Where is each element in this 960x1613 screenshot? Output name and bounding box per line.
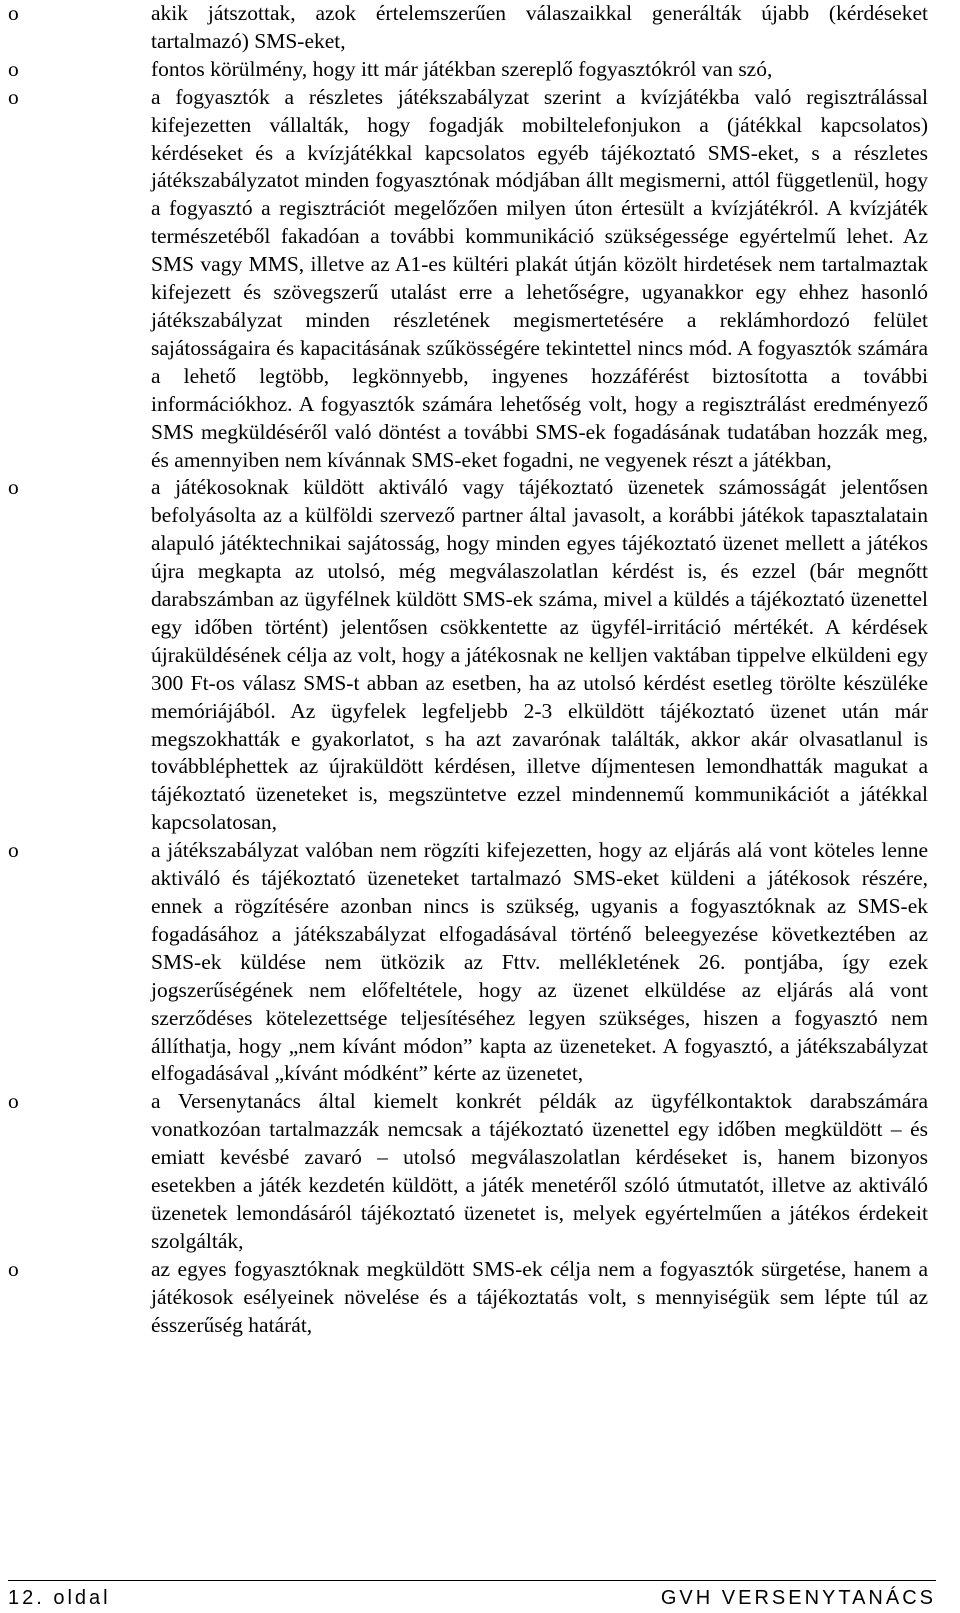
list-item (0, 56, 960, 84)
list-item (0, 1088, 960, 1255)
list-item (0, 837, 960, 1088)
page-number: 12. oldal (8, 1587, 111, 1609)
list-item (0, 0, 960, 56)
bullet-marker: o (8, 56, 19, 81)
list-item-text: az egyes fogyasztóknak megküldött SMS-ek célja nem a fogyasztók sürgetése, hanem a játékosok esélyeinek növelése és a tájékoztatás volt, s mennyiségük sem lépte túl az ésszerűség határát, (151, 1256, 928, 1337)
list-item-text: a fogyasztók a részletes játékszabályzat szerint a kvízjátékba való regisztrálással kifejezetten vállalták, hogy fogadják mobiltelefonjukon a (játékkal kapcsolatos) kérdéseket és a kvízjátékkal kapcsolatos egyéb tájékoztató SMS-eket, s a részletes játékszabályzatot minden fogyasztónak módjában állt megismerni, attól függetlenül, hogy a fogyasztó a regisztrációt megelőzően milyen úton értesült a kvízjátékról. A kvízjáték természetéből fakadóan a további kommunikáció szükségessége egyértelmű lehet. Az SMS vagy MMS, illetve az A1-es kültéri plakát útján közölt hirdetések nem tartalmaztak kifejezett és szövegszerű utalást erre a lehetőségre, ugyanakkor egy ehhez hasonló játékszabályzat minden részletének megismertetésére a reklámhordozó felület sajátosságaira és kapacitásának szűkösségére tekintettel nincs mód. A fogyasztók számára a lehető legtöbb, legkönnyebb, ingyenes hozzáférést biztosította a további információkhoz. A fogyasztók számára lehetőség volt, hogy a regisztrálást eredményező SMS megküldéséről való döntést a további SMS-ek fogadásának tudatában hozzák meg, és amennyiben nem kívánnak SMS-eket fogadni, ne vegyenek részt a játékban, (151, 84, 928, 472)
list-item-text: a játékszabályzat valóban nem rögzíti kifejezetten, hogy az eljárás alá vont köteles lenne aktiváló és tájékoztató üzeneteket tartalmazó SMS-eket küldeni a játékosok részére, ennek a rögzítésére azonban nincs is szükség, ugyanis a fogyasztóknak az SMS-ek fogadásához a játékszabályzat elfogadásával történő beleegyezése következtében az SMS-ek küldése nem ütközik az Fttv. mellékletének 26. pontjába, így ezek jogszerűségének nem előfeltétele, hogy az üzenet elküldése az eljárás alá vont szerződéses kötelezettsége teljesítéséhez legyen szükséges, hiszen a fogyasztó nem állíthatja, hogy „nem kívánt módon” kapta az üzeneteket. A fogyasztó, a játékszabályzat elfogadásával „kívánt módként” kérte az üzenetet, (151, 838, 928, 1086)
list-item-text: fontos körülmény, hogy itt már játékban szereplő fogyasztókról van szó, (151, 56, 773, 81)
list-item (0, 1256, 960, 1340)
bullet-marker: o (8, 1256, 19, 1281)
bullet-marker: o (8, 838, 19, 863)
list-item (0, 84, 960, 475)
bullet-marker: o (8, 1089, 19, 1114)
list-item-text: a Versenytanács által kiemelt konkrét példák az ügyfélkontaktok darabszámára vonatkozóan tartalmazzák nemcsak a tájékoztató üzenettel egy időben megküldött – és emiatt kevésbé zavaró – utolsó megválaszolatlan kérdéseket is, hanem bizonyos esetekben a játék kezdetén küldött, a játék menetéről szóló útmutatót, illetve az aktiváló üzenetek lemondásáról tájékoztató üzenetet is, melyek egyértelműen a játékos érdekeit szolgálták, (151, 1089, 928, 1253)
bullet-marker: o (8, 84, 19, 109)
list-item (0, 474, 960, 837)
bullet-marker: o (8, 1, 19, 25)
bullet-marker: o (8, 475, 19, 500)
list-item-text: a játékosoknak küldött aktiváló vagy tájékoztató üzenetek számosságát jelentősen befolyásolta az a külföldi szervező partner által javasolt, a korábbi játékok tapasztalatain alapuló játéktechnikai sajátosság, hogy minden egyes tájékoztató üzenet mellett a játékos újra megkapta az utolsó, még megválaszolatlan kérdést is, és ezzel (bár megnőtt darabszámban az ügyfélnek küldött SMS-ek száma, mivel a küldés a tájékoztató üzenettel egy időben történt) jelentősen csökkentette az ügyfél-irritáció mértékét. A kérdések újraküldésének célja az volt, hogy a játékosnak ne kelljen vaktában tippelve elküldeni egy 300 Ft-os válasz SMS-t abban az esetben, ha az utolsó kérdést esetleg törölte készüléke memóriájából. Az ügyfelek legfeljebb 2-3 elküldött tájékoztató üzenet után már megszokhatták e gyakorlatot, s ha azt zavarónak találták, akkor akár olvasatlanul is továbbléphettek az újraküldött kérdésen, illetve díjmentesen lemondhatták magukat a tájékoztató üzeneteket is, megszüntetve ezzel mindennemű kommunikációt a játékkal kapcsolatosan, (151, 475, 928, 835)
footer-divider (8, 1580, 936, 1581)
footer-organization: GVH VERSENYTANÁCS (660, 1587, 936, 1609)
list-item-text: akik játszottak, azok értelemszerűen válaszaikkal generálták újabb (kérdéseket tartalmazó) SMS-eket, (151, 1, 928, 53)
